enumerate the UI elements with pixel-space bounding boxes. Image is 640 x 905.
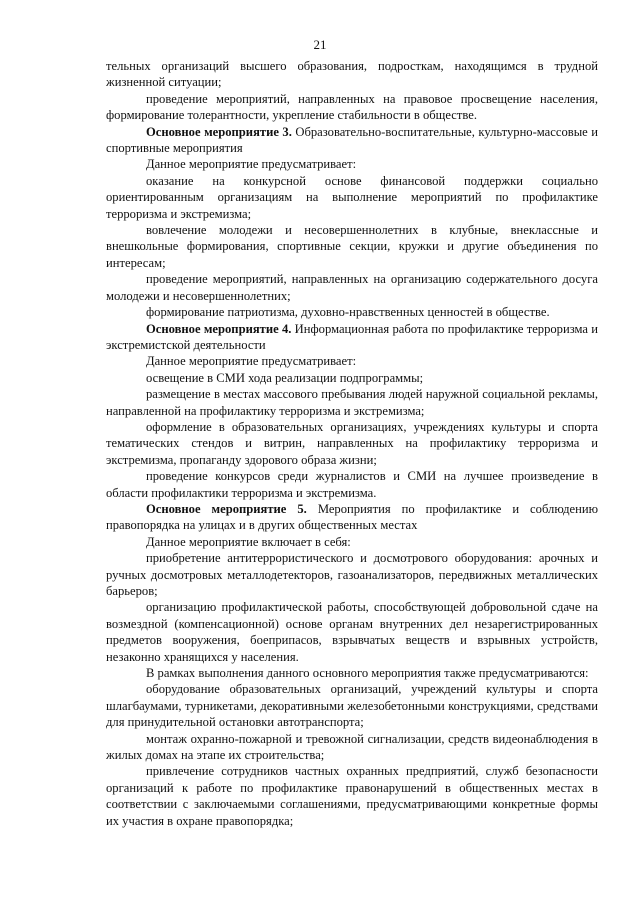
paragraph: [106, 353, 598, 369]
paragraph-text: размещение в местах массового пребывания людей наружной социальной рекламы, направленной на профилактику терроризма и экстремизма;: [106, 387, 598, 418]
section-heading: [106, 501, 598, 534]
paragraph-text: проведение мероприятий, направленных на правовое просвещение населения, формирование толерантности, укрепление стабильности в обществе.: [106, 91, 598, 123]
paragraph: [106, 419, 598, 468]
paragraph-text: Данное мероприятие предусматривает:: [146, 354, 357, 369]
paragraph-text: формирование патриотизма, духовно-нравственных ценностей в обществе.: [146, 305, 550, 320]
paragraph-text: организацию профилактической работы, способствующей добровольной сдаче на возмездной (компенсационной) основе органам внутренних дел незарегистрированных предметов вооружения, боеприпасов, взрывчатых веществ и взрывных устройств, незаконно хранящихся у населения.: [106, 600, 598, 664]
paragraph-text: Данное мероприятие включает в себя:: [146, 534, 351, 549]
paragraph-text: оказание на конкурсной основе финансовой поддержки социально ориентированным организациям на выполнение мероприятий по профилактике терроризма и экстремизма;: [106, 173, 598, 221]
paragraph-text: оборудование образовательных организаций, учреждений культуры и спорта шлагбаумами, турникетами, декоративными железобетонными конструкциями, средствами для принудительной остановки автотранспорта;: [106, 682, 598, 730]
paragraph-text: Данное мероприятие предусматривает:: [146, 157, 357, 172]
paragraph: [106, 271, 598, 304]
paragraph-text: приобретение антитеррористического и досмотрового оборудования: арочных и ручных досмотровых металлодетекторов, газоанализаторов, передвижных металлических барьеров;: [106, 551, 598, 598]
paragraph-text: тельных организаций высшего образования, подросткам, находящимся в трудной жизненной ситуации;: [106, 59, 598, 90]
paragraph-text: оформление в образовательных организациях, учреждениях культуры и спорта тематических стендов и витрин, направленных на профилактику терроризма и экстремизма, пропаганду здорового образа жизни;: [106, 419, 598, 467]
paragraph-text: монтаж охранно-пожарной и тревожной сигнализации, средств видеонаблюдения в жилых домах на этапе их строительства;: [106, 731, 598, 763]
paragraph-text: вовлечение молодежи и несовершеннолетних в клубные, внеклассные и внешкольные формирования, спортивные секции, кружки и другие объединения по интересам;: [106, 223, 598, 270]
paragraph: [106, 681, 598, 730]
paragraph-continuation: [106, 58, 598, 91]
paragraph-text: Информационная работа по профилактике терроризма и экстремистской деятельности: [106, 321, 598, 352]
paragraph: [106, 222, 598, 271]
paragraph: [106, 468, 598, 501]
heading-bold-label: Основное мероприятие 4.: [146, 321, 292, 336]
paragraph: [106, 534, 598, 550]
paragraph: [106, 763, 598, 829]
paragraph: [106, 731, 598, 764]
paragraph: [106, 156, 598, 172]
paragraph-text: проведение мероприятий, направленных на организацию содержательного досуга молодежи и несовершеннолетних;: [106, 272, 598, 303]
paragraph-text: привлечение сотрудников частных охранных предприятий, служб безопасности организаций к работе по профилактике правонарушений в общественных местах в соответствии с заключаемыми соглашениями, предусматривающими конкретные формы их участия в охране правопорядка;: [106, 764, 598, 828]
paragraph: [106, 304, 598, 320]
paragraph: [106, 91, 598, 124]
paragraph: [106, 665, 598, 681]
paragraph: [106, 550, 598, 599]
section-heading: [106, 321, 598, 354]
heading-bold-label: Основное мероприятие 3.: [146, 124, 292, 139]
page-number: 21: [313, 37, 327, 52]
paragraph-text: В рамках выполнения данного основного мероприятия также предусматриваются:: [146, 666, 589, 681]
paragraph-text: освещение в СМИ хода реализации подпрограммы;: [146, 370, 424, 385]
paragraph: [106, 173, 598, 222]
paragraph: [106, 599, 598, 665]
paragraph: [106, 370, 598, 386]
paragraph-text: проведение конкурсов среди журналистов и СМИ на лучшее произведение в области профилактики терроризма и экстремизма.: [106, 469, 598, 500]
document-body: [106, 58, 598, 829]
paragraph-text: Образовательно-воспитательные, культурно-массовые и спортивные мероприятия: [106, 124, 598, 156]
section-heading: [106, 124, 598, 157]
paragraph-text: Мероприятия по профилактике и соблюдению правопорядка на улицах и в других общественных местах: [106, 501, 598, 533]
heading-bold-label: Основное мероприятие 5.: [146, 501, 307, 516]
paragraph: [106, 386, 598, 419]
